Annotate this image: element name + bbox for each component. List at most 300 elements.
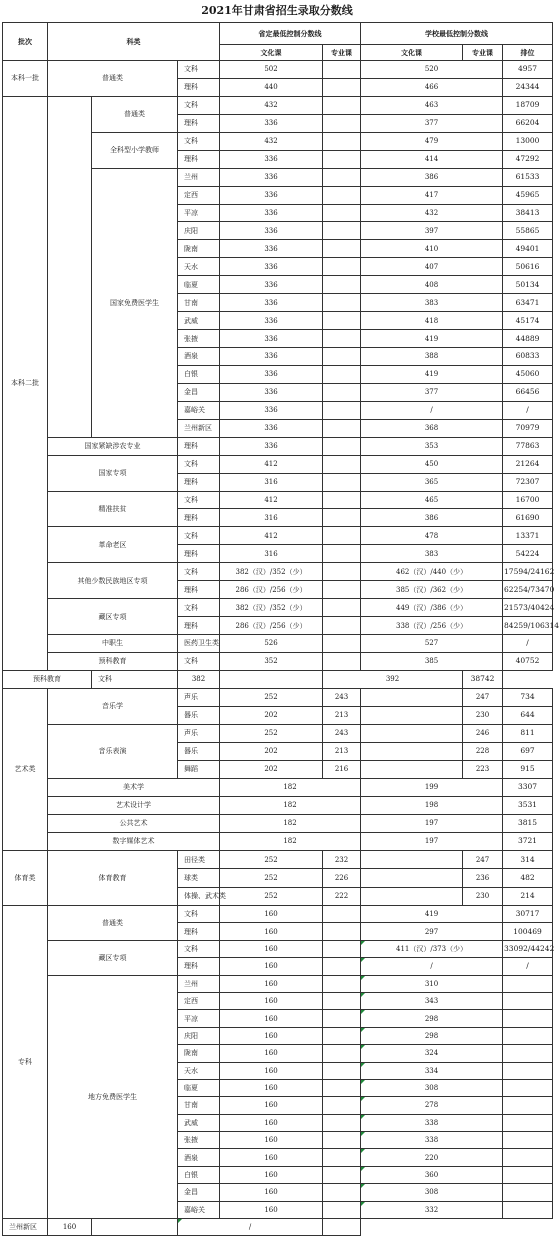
school-culture-cell: 463 [361, 96, 503, 114]
subject-cell: 医药卫生类 [178, 635, 220, 653]
rank-cell: 70979 [503, 419, 553, 437]
province-culture-cell: 336 [220, 365, 323, 383]
province-major-cell [220, 670, 323, 688]
province-major-cell [323, 545, 361, 563]
table-row [3, 940, 553, 957]
school-culture-cell: 466 [361, 78, 503, 96]
school-culture-cell: 298 [361, 1027, 503, 1044]
province-culture-cell: 336 [220, 419, 323, 437]
batch-cell: 本科二批 [3, 96, 48, 670]
school-major-cell: 223 [463, 760, 503, 778]
rank-cell: 697 [503, 742, 553, 760]
province-major-cell [323, 1027, 361, 1044]
rank-cell: 49401 [503, 240, 553, 258]
table-row [3, 652, 553, 670]
province-major-cell [323, 1045, 361, 1062]
category-cell: 藏区专项 [48, 940, 178, 975]
subject-cell: 球类 [178, 869, 220, 887]
rank-cell [503, 992, 553, 1009]
school-culture-cell: 385（汉）/362（少） [361, 581, 503, 599]
province-culture-cell: 316 [220, 509, 323, 527]
rank-cell: 72307 [503, 473, 553, 491]
table-row [3, 96, 553, 114]
province-culture-cell: 336 [220, 258, 323, 276]
rank-cell: 45965 [503, 186, 553, 204]
school-culture-cell: 418 [361, 312, 503, 330]
province-culture-cell: 336 [220, 330, 323, 348]
rank-cell: 13000 [503, 132, 553, 150]
province-major-cell [323, 365, 361, 383]
category-cell: 普通类 [92, 96, 178, 132]
province-major-cell [323, 923, 361, 940]
school-line-header: 学校最低控制分数线 [361, 23, 553, 45]
province-culture-cell: 160 [220, 905, 323, 922]
province-major-cell [323, 617, 361, 635]
subject-cell: 张掖 [178, 330, 220, 348]
province-major-cell [323, 599, 361, 617]
province-major-cell [323, 204, 361, 222]
province-major-cell [323, 635, 361, 653]
subject-cell: 文科 [178, 96, 220, 114]
school-culture-cell: 417 [361, 186, 503, 204]
rank-cell: 314 [503, 850, 553, 868]
school-culture-cell [361, 760, 463, 778]
table-row [3, 491, 553, 509]
subject-cell: 声乐 [178, 724, 220, 742]
province-culture-cell: 160 [220, 940, 323, 957]
subject-cell: 理科 [178, 437, 220, 455]
school-culture-cell: 386 [361, 168, 503, 186]
rank-cell [503, 1027, 553, 1044]
batch-cell: 本科一批 [3, 61, 48, 97]
school-culture-cell: 414 [361, 150, 503, 168]
rank-cell: 214 [503, 887, 553, 905]
table-row [3, 975, 553, 992]
table-row [3, 23, 553, 45]
province-culture-cell: 382（汉）/352（少） [220, 599, 323, 617]
subject-cell: 临夏 [178, 1079, 220, 1096]
province-culture-cell: 182 [220, 778, 361, 796]
province-major-cell [323, 1010, 361, 1027]
province-culture-cell: 336 [220, 222, 323, 240]
subject-cell: 武威 [178, 312, 220, 330]
category-cell: 音乐学 [48, 688, 178, 724]
province-culture-cell: 336 [220, 312, 323, 330]
province-culture-cell: 160 [220, 1149, 323, 1166]
rank-cell: 61533 [503, 168, 553, 186]
subject-cell: 酒泉 [178, 1149, 220, 1166]
province-culture-header: 文化课 [220, 45, 323, 61]
rank-cell: 21264 [503, 455, 553, 473]
rank-cell [503, 1010, 553, 1027]
table-row [3, 832, 553, 850]
rank-cell [503, 975, 553, 992]
school-culture-cell: 410 [361, 240, 503, 258]
category-cell: 普通类 [48, 905, 178, 940]
subject-cell: 文科 [178, 940, 220, 957]
school-culture-cell: 479 [361, 132, 503, 150]
rank-cell: 63471 [503, 294, 553, 312]
rank-cell: 811 [503, 724, 553, 742]
rank-cell [503, 1062, 553, 1079]
province-culture-cell: 160 [48, 1219, 92, 1236]
rank-cell: 54224 [503, 545, 553, 563]
rank-cell: 62254/73470 [503, 581, 553, 599]
province-major-cell [323, 132, 361, 150]
province-major-cell: 213 [323, 742, 361, 760]
province-major-cell [323, 312, 361, 330]
school-culture-cell: 465 [361, 491, 503, 509]
province-culture-cell: 336 [220, 168, 323, 186]
category-cell: 国家紧缺涉农专业 [48, 437, 178, 455]
subject-cell: 平凉 [178, 1010, 220, 1027]
school-culture-cell: 338 [361, 1114, 503, 1131]
category-cell: 数字媒体艺术 [48, 832, 220, 850]
province-culture-cell: 432 [220, 96, 323, 114]
subject-cell: 定西 [178, 992, 220, 1009]
province-major-cell: 226 [323, 869, 361, 887]
school-culture-cell: 432 [361, 204, 503, 222]
category-cell: 藏区专项 [48, 599, 178, 635]
school-culture-cell: 332 [361, 1201, 503, 1218]
school-culture-cell: 197 [361, 832, 503, 850]
subject-cell: 定西 [178, 186, 220, 204]
rank-cell: 66456 [503, 383, 553, 401]
province-major-cell: 232 [323, 850, 361, 868]
school-culture-cell: 385 [361, 652, 503, 670]
school-culture-cell [361, 742, 463, 760]
school-culture-cell: 308 [361, 1184, 503, 1201]
province-culture-cell: 286（汉）/256（少） [220, 617, 323, 635]
category-header: 科类 [48, 23, 220, 61]
table-row [3, 814, 553, 832]
subject-cell: 兰州 [178, 975, 220, 992]
province-major-cell [323, 401, 361, 419]
school-major-header: 专业课 [463, 45, 503, 61]
category-cell: 体育教育 [48, 850, 178, 905]
school-culture-cell: 407 [361, 258, 503, 276]
province-culture-cell: 336 [220, 186, 323, 204]
province-major-cell [323, 168, 361, 186]
province-major-cell: 243 [323, 688, 361, 706]
subject-cell: 嘉峪关 [178, 401, 220, 419]
province-culture-cell: 182 [220, 796, 361, 814]
province-culture-cell: 382（汉）/352（少） [220, 563, 323, 581]
subject-cell: 金昌 [178, 1184, 220, 1201]
subject-cell: 文科 [178, 132, 220, 150]
school-culture-cell: 386 [361, 509, 503, 527]
rank-cell: 84259/106314 [503, 617, 553, 635]
province-culture-cell: 160 [220, 1079, 323, 1096]
batch-cell: 体育类 [3, 850, 48, 905]
rank-cell: 61690 [503, 509, 553, 527]
rank-cell: 45174 [503, 312, 553, 330]
rank-cell: 66204 [503, 114, 553, 132]
subject-cell: 器乐 [178, 706, 220, 724]
school-culture-cell: 527 [361, 635, 503, 653]
province-culture-cell: 182 [220, 832, 361, 850]
province-major-cell [323, 563, 361, 581]
school-culture-cell: 419 [361, 905, 503, 922]
subject-cell: 理科 [178, 150, 220, 168]
school-major-cell: 247 [463, 850, 503, 868]
school-major-cell: 246 [463, 724, 503, 742]
province-culture-cell: 252 [220, 850, 323, 868]
school-culture-cell: 297 [361, 923, 503, 940]
subject-cell: 文科 [178, 563, 220, 581]
subject-cell: 舞蹈 [178, 760, 220, 778]
rank-cell: 50616 [503, 258, 553, 276]
subject-cell: 嘉峪关 [178, 1201, 220, 1218]
subject-cell: 庆阳 [178, 1027, 220, 1044]
category-cell: 预科教育 [48, 652, 178, 670]
rank-cell [503, 1166, 553, 1183]
school-culture-cell: 383 [361, 545, 503, 563]
province-major-cell [323, 383, 361, 401]
province-culture-cell: 160 [220, 1010, 323, 1027]
province-major-cell [323, 1062, 361, 1079]
subject-cell: 理科 [178, 923, 220, 940]
province-major-cell [323, 276, 361, 294]
rank-cell [503, 1184, 553, 1201]
province-major-cell [323, 150, 361, 168]
table-row [3, 455, 553, 473]
rank-cell: 47292 [503, 150, 553, 168]
rank-cell: 24344 [503, 78, 553, 96]
table-row [3, 599, 553, 617]
province-culture-cell: 286（汉）/256（少） [220, 581, 323, 599]
rank-cell: 3721 [503, 832, 553, 850]
school-culture-cell: 377 [361, 383, 503, 401]
table-row [3, 635, 553, 653]
category-cell: 预科教育 [3, 670, 92, 688]
province-culture-cell: 412 [220, 527, 323, 545]
subject-cell: 文科 [178, 905, 220, 922]
province-culture-cell: 202 [220, 742, 323, 760]
table-row [3, 688, 553, 706]
province-major-cell [323, 114, 361, 132]
province-culture-cell: 160 [220, 1097, 323, 1114]
province-major-cell [323, 905, 361, 922]
school-culture-cell: 360 [361, 1166, 503, 1183]
rank-cell: 3307 [503, 778, 553, 796]
table-row [3, 563, 553, 581]
province-culture-cell: 316 [220, 473, 323, 491]
province-major-cell: 213 [323, 706, 361, 724]
province-culture-cell: 160 [220, 1062, 323, 1079]
category-cell: 中职生 [48, 635, 178, 653]
rank-cell [503, 1201, 553, 1218]
school-culture-cell: 450 [361, 455, 503, 473]
category-cell: 公共艺术 [48, 814, 220, 832]
subject-cell: 白银 [178, 365, 220, 383]
rank-cell: 4957 [503, 61, 553, 79]
province-major-cell [323, 78, 361, 96]
province-major-cell: 216 [323, 760, 361, 778]
subject-cell: 文科 [178, 61, 220, 79]
rank-cell: 33092/44242 [503, 940, 553, 957]
province-culture-cell: 160 [220, 958, 323, 975]
province-major-cell [323, 1201, 361, 1218]
school-culture-cell: / [361, 958, 503, 975]
province-major-cell [323, 1149, 361, 1166]
province-culture-cell: 316 [220, 545, 323, 563]
rank-cell: 45060 [503, 365, 553, 383]
school-culture-cell [361, 869, 463, 887]
province-major-cell [323, 1114, 361, 1131]
school-major-cell: 228 [463, 742, 503, 760]
province-culture-cell: 160 [220, 1201, 323, 1218]
province-culture-cell: 336 [220, 437, 323, 455]
school-major-cell: 236 [463, 869, 503, 887]
school-culture-cell: 411（汉）/373（少） [361, 940, 503, 957]
subject-cell: 文科 [178, 491, 220, 509]
province-culture-cell: 252 [220, 887, 323, 905]
subject-cell: 平凉 [178, 204, 220, 222]
subject-cell: 理科 [178, 545, 220, 563]
subject-cell: 理科 [178, 958, 220, 975]
school-culture-cell: 338 [361, 1132, 503, 1149]
category-cell: 全科型小学教师 [92, 132, 178, 168]
rank-cell: 18709 [503, 96, 553, 114]
rank-cell: 734 [503, 688, 553, 706]
subject-cell: 文科 [178, 527, 220, 545]
category-cell: 精准扶贫 [48, 491, 178, 527]
subject-cell: 张掖 [178, 1132, 220, 1149]
province-culture-cell: 412 [220, 455, 323, 473]
province-culture-cell: 252 [220, 869, 323, 887]
province-major-cell [323, 222, 361, 240]
subject-cell: 陇南 [178, 1045, 220, 1062]
province-culture-cell: 160 [220, 1184, 323, 1201]
province-major-cell [323, 509, 361, 527]
subject-cell: 文科 [92, 670, 178, 688]
province-culture-cell: 336 [220, 348, 323, 366]
table-row [3, 778, 553, 796]
school-culture-cell: 308 [361, 1079, 503, 1096]
province-major-cell [323, 581, 361, 599]
school-culture-cell: 397 [361, 222, 503, 240]
province-culture-cell: 160 [220, 923, 323, 940]
subject-cell: 理科 [178, 78, 220, 96]
school-culture-cell: 353 [361, 437, 503, 455]
subject-cell: 兰州新区 [3, 1219, 48, 1236]
table-row [3, 850, 553, 868]
school-culture-cell [361, 706, 463, 724]
school-culture-cell: 377 [361, 114, 503, 132]
province-major-cell [323, 491, 361, 509]
province-major-header: 专业课 [323, 45, 361, 61]
rank-cell: 55865 [503, 222, 553, 240]
group-spacer-cell [48, 96, 92, 437]
subject-cell: 理科 [178, 509, 220, 527]
school-culture-cell [361, 850, 463, 868]
school-culture-cell: 408 [361, 276, 503, 294]
table-row [3, 670, 553, 688]
subject-cell: 庆阳 [178, 222, 220, 240]
province-culture-cell: 252 [220, 688, 323, 706]
province-major-cell [323, 940, 361, 957]
school-culture-header: 文化课 [361, 45, 463, 61]
province-major-cell [323, 1132, 361, 1149]
province-major-cell [323, 294, 361, 312]
category-cell: 其他少数民族地区专项 [48, 563, 178, 599]
rank-cell: / [503, 635, 553, 653]
province-culture-cell: 526 [220, 635, 323, 653]
school-culture-cell: 338（汉）/256（少） [361, 617, 503, 635]
province-culture-cell: 336 [220, 240, 323, 258]
school-culture-cell: 419 [361, 330, 503, 348]
batch-cell: 专科 [3, 905, 48, 1218]
subject-cell: 金昌 [178, 383, 220, 401]
rank-cell: 40752 [503, 652, 553, 670]
province-culture-cell: 382 [178, 670, 220, 688]
province-culture-cell: 160 [220, 1045, 323, 1062]
province-major-cell [323, 96, 361, 114]
subject-cell: 白银 [178, 1166, 220, 1183]
province-culture-cell: 336 [220, 150, 323, 168]
school-culture-cell: 334 [361, 1062, 503, 1079]
category-cell: 地方免费医学生 [48, 975, 178, 1218]
province-culture-cell: 160 [220, 992, 323, 1009]
school-culture-cell: 478 [361, 527, 503, 545]
school-culture-cell: 324 [361, 1045, 503, 1062]
school-culture-cell: 199 [361, 778, 503, 796]
batch-header: 批次 [3, 23, 48, 61]
subject-cell: 临夏 [178, 276, 220, 294]
rank-cell: 3531 [503, 796, 553, 814]
province-culture-cell: 502 [220, 61, 323, 79]
rank-cell: 3815 [503, 814, 553, 832]
province-major-cell: 243 [323, 724, 361, 742]
rank-cell: / [503, 401, 553, 419]
rank-cell [503, 1149, 553, 1166]
school-culture-cell: 419 [361, 365, 503, 383]
school-culture-cell: 365 [361, 473, 503, 491]
category-cell: 国家免费医学生 [92, 168, 178, 437]
school-culture-cell: 220 [361, 1149, 503, 1166]
province-culture-cell: 202 [220, 706, 323, 724]
batch-cell: 艺术类 [3, 688, 48, 850]
school-culture-cell [361, 887, 463, 905]
rank-cell: 77863 [503, 437, 553, 455]
province-culture-cell: 160 [220, 1166, 323, 1183]
province-culture-cell: 352 [220, 652, 323, 670]
province-major-cell [323, 975, 361, 992]
school-culture-cell: / [178, 1219, 323, 1236]
province-culture-cell: 336 [220, 401, 323, 419]
province-culture-cell: 160 [220, 1132, 323, 1149]
school-culture-cell [361, 688, 463, 706]
school-culture-cell: 388 [361, 348, 503, 366]
subject-cell: 甘南 [178, 1097, 220, 1114]
school-culture-cell: 298 [361, 1010, 503, 1027]
rank-cell [503, 1132, 553, 1149]
table-row [3, 796, 553, 814]
school-culture-cell: 343 [361, 992, 503, 1009]
table-row [3, 437, 553, 455]
subject-cell: 天水 [178, 258, 220, 276]
subject-cell: 文科 [178, 652, 220, 670]
province-major-cell [323, 1184, 361, 1201]
rank-cell: 38413 [503, 204, 553, 222]
table-row [3, 724, 553, 742]
school-major-cell: 230 [463, 887, 503, 905]
province-major-cell [323, 1097, 361, 1114]
rank-cell [503, 1079, 553, 1096]
school-culture-cell: 198 [361, 796, 503, 814]
subject-cell: 理科 [178, 114, 220, 132]
